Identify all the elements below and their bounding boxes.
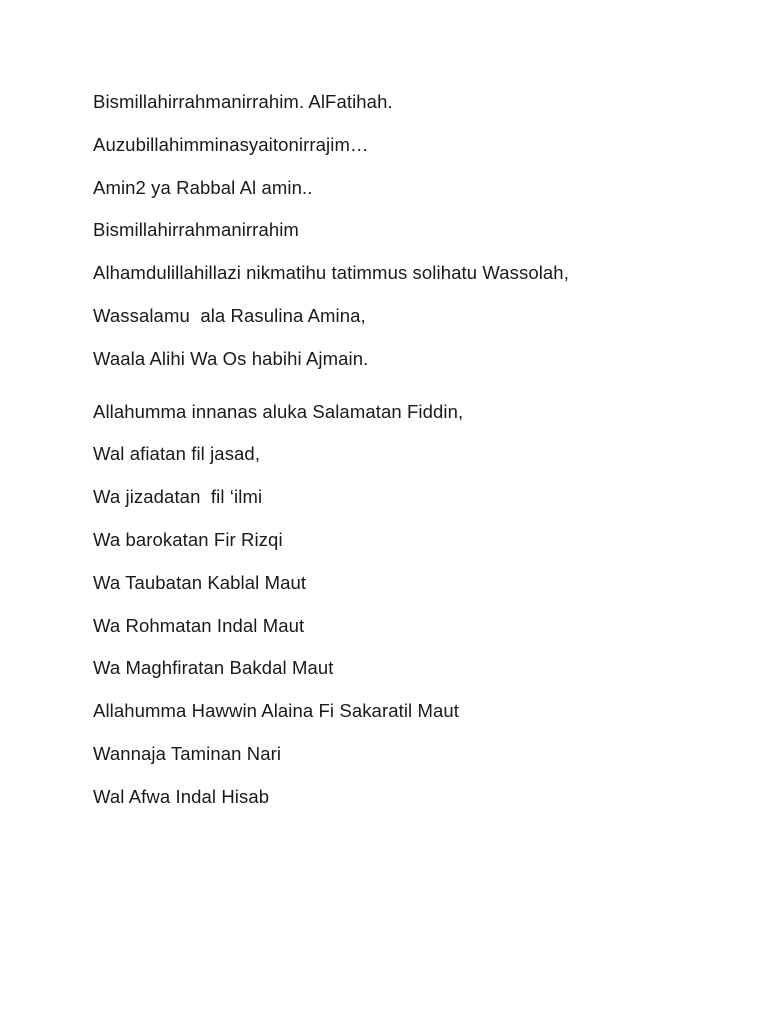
text-line: Wa Maghfiratan Bakdal Maut xyxy=(93,657,334,679)
prayer-stanza xyxy=(93,398,569,826)
text-line: Allahumma Hawwin Alaina Fi Sakaratil Maut xyxy=(93,700,460,722)
document-body xyxy=(93,88,569,826)
text-line: Wa Taubatan Kablal Maut xyxy=(93,571,307,593)
text-line: Waala Alihi Wa Os habihi Ajmain. xyxy=(93,347,369,369)
text-line: Alhamdulillahillazi nikmatihu tatimmus solihatu Wassolah, xyxy=(93,262,569,284)
text-line: Wa jizadatan fil ‘ilmi xyxy=(93,486,263,508)
opening-stanza xyxy=(93,88,569,388)
text-line: Auzubillahimminasyaitonirrajim… xyxy=(93,133,369,155)
text-line: Wal Afwa Indal Hisab xyxy=(93,785,270,807)
text-line: Wannaja Taminan Nari xyxy=(93,742,282,764)
text-line: Bismillahirrahmanirrahim. AlFatihah. xyxy=(93,91,393,112)
text-line: Wal afiatan fil jasad, xyxy=(93,443,261,465)
text-line: Allahumma innanas aluka Salamatan Fiddin, xyxy=(93,400,464,422)
text-line: Wa Rohmatan Indal Maut xyxy=(93,614,305,636)
paragraph-spacer xyxy=(93,388,569,398)
text-line: Wassalamu ala Rasulina Amina, xyxy=(93,304,366,326)
text-line: Wa barokatan Fir Rizqi xyxy=(93,528,283,550)
text-line: Amin2 ya Rabbal Al amin.. xyxy=(93,176,313,198)
text-line: Bismillahirrahmanirrahim xyxy=(93,219,299,241)
